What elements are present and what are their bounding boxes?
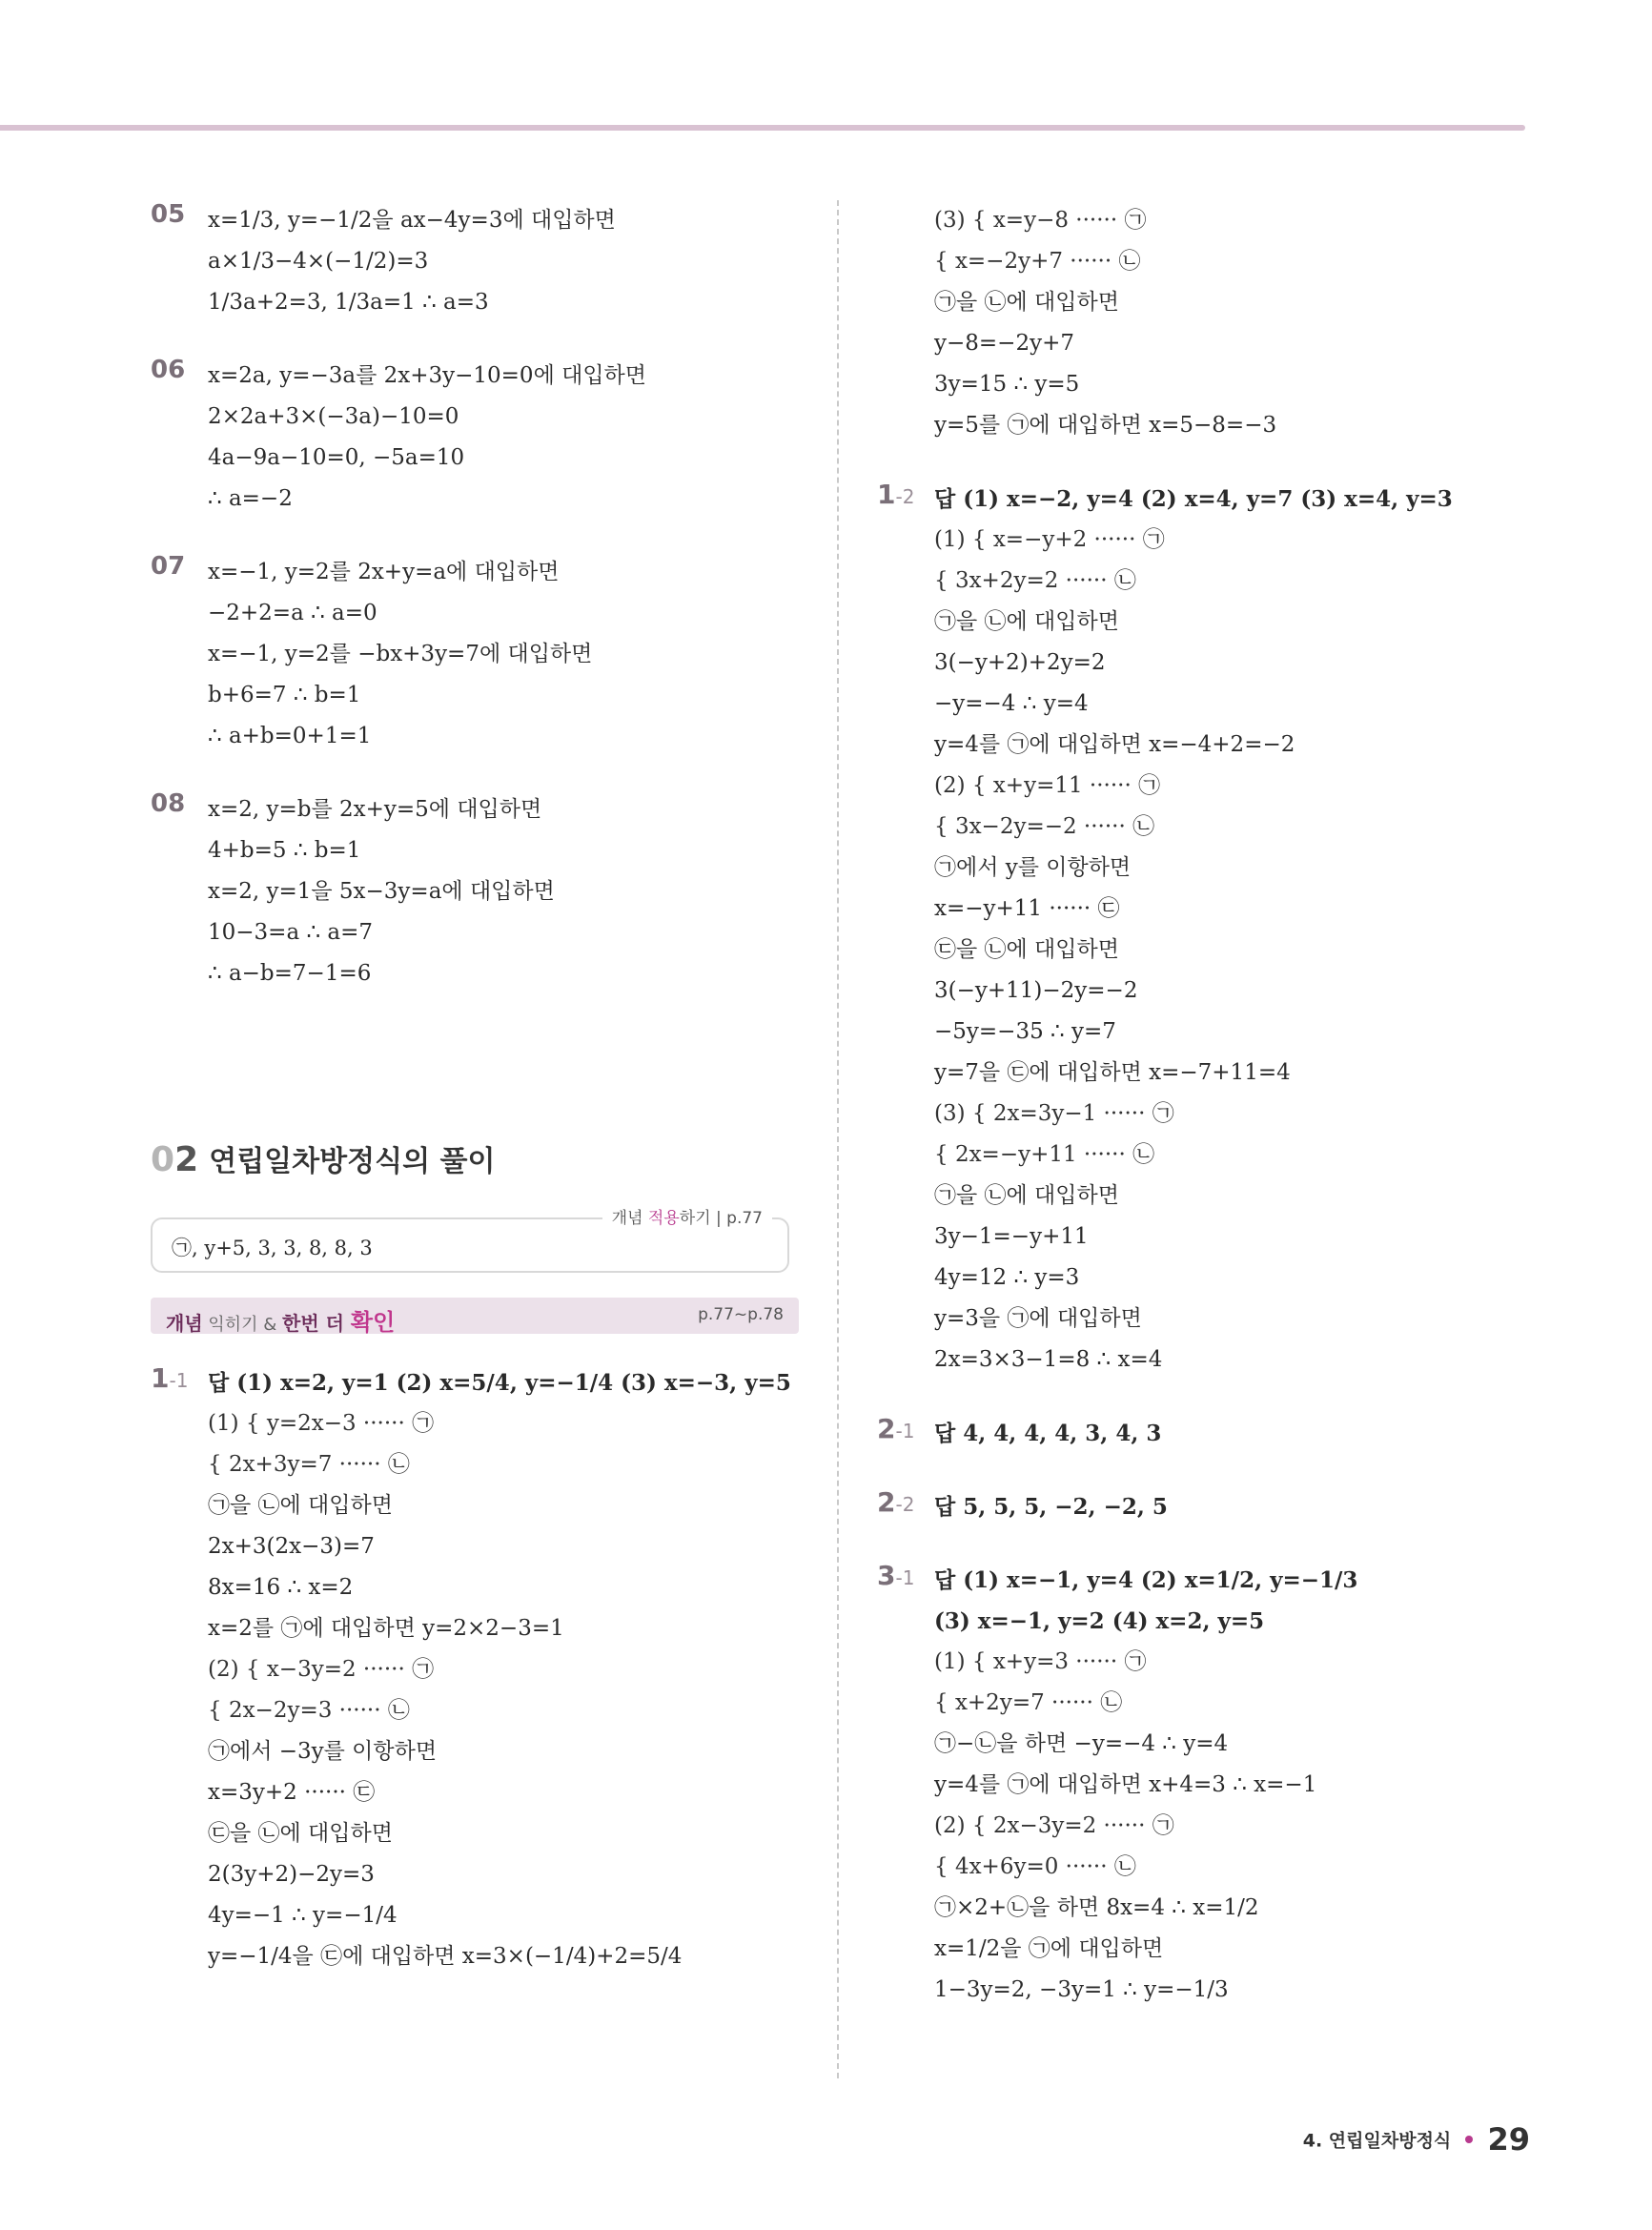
solution-line: { 2x−2y=3 ······ ㉡ (208, 1698, 410, 1723)
answer-line: (3) x=−1, y=2 (4) x=2, y=5 (934, 1608, 1265, 1634)
solution-line: x=−1, y=2를 2x+y=a에 대입하면 (208, 560, 560, 584)
solution-line: { 4x+6y=0 ······ ㉡ (934, 1854, 1136, 1879)
solution-line: ㉠에서 −3y를 이항하면 (208, 1739, 438, 1764)
solution-line: a×1/3−4×(−1/2)=3 (208, 249, 429, 274)
chapter-title: 4. 연립일차방정식 (1302, 2130, 1452, 2152)
solution-line: ㉢을 ㉡에 대입하면 (208, 1821, 393, 1846)
solution-line: 3y=15 ∴ y=5 (934, 372, 1080, 397)
solution-line: 1−3y=2, −3y=1 ∴ y=−1/3 (934, 1977, 1229, 2002)
solution-line: 8x=16 ∴ x=2 (208, 1575, 354, 1600)
column-divider (837, 200, 839, 2078)
solution-line: ㉠을 ㉡에 대입하면 (208, 1493, 393, 1518)
right-column (877, 200, 1525, 2043)
solution-line: x=3y+2 ······ ㉢ (208, 1780, 376, 1805)
solution-line: y=−1/4을 ㉢에 대입하면 x=3×(−1/4)+2=5/4 (208, 1944, 683, 1969)
solution-line: 2(3y+2)−2y=3 (208, 1862, 375, 1887)
answer-line: 답 (1) x=2, y=1 (2) x=5/4, y=−1/4 (3) x=−3, y=5 (208, 1370, 791, 1396)
solution-line: ㉠−㉡을 하면 −y=−4 ∴ y=4 (934, 1731, 1229, 1756)
solution-line: 3(−y+11)−2y=−2 (934, 978, 1138, 1003)
section-number: 02 (151, 1140, 199, 1179)
concept-apply-answer: ㉠, y+5, 3, 3, 8, 8, 3 (172, 1237, 373, 1259)
solution-line: 2x+3(2x−3)=7 (208, 1534, 375, 1559)
solution-line: 4+b=5 ∴ b=1 (208, 838, 361, 863)
answer-line: 답 4, 4, 4, 4, 3, 4, 3 (934, 1421, 1162, 1446)
solution-line: (1) { y=2x−3 ······ ㉠ (208, 1411, 435, 1436)
problem-05 (151, 200, 808, 323)
problem-3-1 (877, 1560, 1525, 2011)
concept-apply-box (151, 1209, 789, 1273)
solution-line: ㉠을 ㉡에 대입하면 (934, 1183, 1119, 1208)
solution-line: (2) { x−3y=2 ······ ㉠ (208, 1657, 435, 1682)
solution-line: ∴ a=−2 (208, 486, 293, 511)
solution-line: 4y=−1 ∴ y=−1/4 (208, 1903, 398, 1928)
section-heading (151, 1137, 808, 1179)
solution-line: { 3x−2y=−2 ······ ㉡ (934, 814, 1155, 839)
answer-line: 답 (1) x=−1, y=4 (2) x=1/2, y=−1/3 (934, 1567, 1358, 1593)
solution-line: x=2, y=b를 2x+y=5에 대입하면 (208, 797, 542, 822)
problem-number: 05 (151, 200, 186, 229)
solution-line: (2) { x+y=11 ······ ㉠ (934, 773, 1161, 798)
solution-line: y=4를 ㉠에 대입하면 x+4=3 ∴ x=−1 (934, 1772, 1317, 1797)
problem-1-1 (151, 1362, 808, 1977)
solution-line: ㉠×2+㉡을 하면 8x=4 ∴ x=1/2 (934, 1895, 1259, 1920)
problem-2-1 (877, 1413, 1525, 1454)
solution-line: 10−3=a ∴ a=7 (208, 920, 374, 945)
solution-line: y−8=−2y+7 (934, 331, 1074, 356)
problem-number: 3-1 (877, 1560, 915, 1591)
solution-line: ∴ a−b=7−1=6 (208, 961, 372, 986)
solution-line: 4a−9a−10=0, −5a=10 (208, 445, 465, 470)
solution-line: y=3을 ㉠에 대입하면 (934, 1306, 1142, 1331)
solution-line: y=4를 ㉠에 대입하면 x=−4+2=−2 (934, 732, 1295, 757)
solution-line: y=7을 ㉢에 대입하면 x=−7+11=4 (934, 1060, 1291, 1085)
solution-line: 2x=3×3−1=8 ∴ x=4 (934, 1347, 1163, 1372)
solution-line: x=1/2을 ㉠에 대입하면 (934, 1936, 1164, 1961)
solution-line: ㉢을 ㉡에 대입하면 (934, 937, 1119, 962)
solution-line: x=2a, y=−3a를 2x+3y−10=0에 대입하면 (208, 363, 646, 388)
concept-check-bar (151, 1298, 799, 1334)
problem-1-2 (877, 479, 1525, 1381)
solution-line: 4y=12 ∴ y=3 (934, 1265, 1080, 1290)
problem-number: 06 (151, 356, 186, 384)
solution-line: ㉠을 ㉡에 대입하면 (934, 609, 1119, 634)
left-column (151, 200, 808, 2010)
solution-line: x=1/3, y=−1/2을 ax−4y=3에 대입하면 (208, 208, 616, 233)
solution-line: 1/3a+2=3, 1/3a=1 ∴ a=3 (208, 290, 489, 315)
problem-number: 1-2 (877, 479, 915, 510)
concept-check-title: 개념 익히기 & 한번 더 확인 (166, 1309, 396, 1336)
problem-07 (151, 552, 808, 757)
problem-number: 2-2 (877, 1486, 915, 1518)
solution-line: 3y−1=−y+11 (934, 1224, 1089, 1249)
concept-apply-tag: 개념 적용하기 | p.77 (602, 1204, 772, 1228)
solution-line: x=2를 ㉠에 대입하면 y=2×2−3=1 (208, 1616, 564, 1641)
problem-1-1-continued (877, 200, 1525, 446)
answer-line: 답 (1) x=−2, y=4 (2) x=4, y=7 (3) x=4, y=3 (934, 486, 1453, 512)
solution-line: 2×2a+3×(−3a)−10=0 (208, 404, 459, 429)
solution-line: { 2x=−y+11 ······ ㉡ (934, 1142, 1155, 1167)
bullet-dot-icon (1465, 2136, 1473, 2143)
section-title: 연립일차방정식의 풀이 (209, 1145, 496, 1178)
solution-line: 3(−y+2)+2y=2 (934, 650, 1106, 675)
problem-number: 1-1 (151, 1362, 189, 1394)
answer-line: 답 5, 5, 5, −2, −2, 5 (934, 1494, 1168, 1520)
solution-line: ㉠을 ㉡에 대입하면 (934, 290, 1119, 315)
solution-line: (1) { x=−y+2 ······ ㉠ (934, 527, 1165, 552)
page-number: 29 (1487, 2121, 1530, 2158)
solution-line: −y=−4 ∴ y=4 (934, 691, 1089, 716)
solution-line: x=−y+11 ······ ㉢ (934, 896, 1120, 921)
top-rule (0, 125, 1525, 131)
problem-number: 2-1 (877, 1413, 915, 1444)
problem-06 (151, 356, 808, 520)
solution-line: ∴ a+b=0+1=1 (208, 724, 372, 748)
solution-line: (2) { 2x−3y=2 ······ ㉠ (934, 1813, 1174, 1838)
problem-number: 08 (151, 789, 186, 818)
solution-line: −5y=−35 ∴ y=7 (934, 1019, 1116, 1044)
solution-line: x=−1, y=2를 −bx+3y=7에 대입하면 (208, 642, 593, 666)
problem-2-2 (877, 1486, 1525, 1527)
solution-line: x=2, y=1을 5x−3y=a에 대입하면 (208, 879, 555, 904)
solution-line: b+6=7 ∴ b=1 (208, 683, 361, 707)
concept-check-pages: p.77~p.78 (698, 1305, 784, 1324)
solution-line: { x+2y=7 ······ ㉡ (934, 1690, 1123, 1715)
solution-line: y=5를 ㉠에 대입하면 x=5−8=−3 (934, 413, 1277, 438)
problem-08 (151, 789, 808, 994)
solution-line: (1) { x+y=3 ······ ㉠ (934, 1649, 1147, 1674)
solution-line: { x=−2y+7 ······ ㉡ (934, 249, 1141, 274)
solution-line: −2+2=a ∴ a=0 (208, 601, 377, 625)
page-footer (1303, 2121, 1530, 2158)
solution-line: { 2x+3y=7 ······ ㉡ (208, 1452, 410, 1477)
solution-line: ㉠에서 y를 이항하면 (934, 855, 1132, 880)
problem-number: 07 (151, 552, 186, 581)
solution-line: (3) { 2x=3y−1 ······ ㉠ (934, 1101, 1174, 1126)
solution-line: { 3x+2y=2 ······ ㉡ (934, 568, 1136, 593)
solution-line: (3) { x=y−8 ······ ㉠ (934, 208, 1147, 233)
